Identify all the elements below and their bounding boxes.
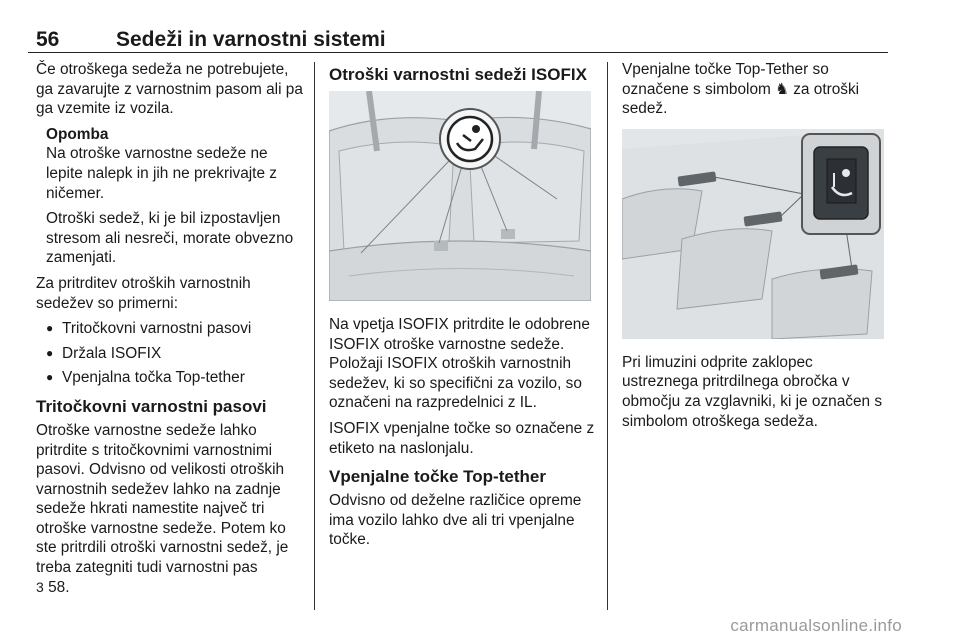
section-title-top-tether: Vpenjalne točke Top-tether xyxy=(329,467,546,487)
top-tether-paragraph: Odvisno od deželne različice opreme ima vozilo lahko dve ali tri vpenjalne točke. xyxy=(329,492,582,549)
column-3 xyxy=(622,60,890,437)
list-item: ● Držala ISOFIX xyxy=(46,344,304,364)
list-item: ● Tritočkovni varnostni pasovi xyxy=(46,319,304,339)
note-title: Opomba xyxy=(46,125,109,143)
page-reference-link[interactable]: 58. xyxy=(48,578,70,596)
list-intro: Za pritrditev otroških varnostnih sedežev so primerni: xyxy=(36,274,251,312)
page-title: Sedeži in varnostni sistemi xyxy=(116,28,386,51)
section-title-isofix: Otroški varnostni sedeži ISOFIX xyxy=(329,65,587,84)
page-number: 56 xyxy=(36,28,60,51)
note-text-1: Na otroške varnostne sedeže ne lepite nalepk in jih ne prekrivajte z ničemer. xyxy=(46,145,277,202)
intro-paragraph: Če otroškega sedeža ne potrebujete, ga zavarujte z varnostnim pasom ali pa ga vzemite iz vozila. xyxy=(36,61,303,118)
section-title-three-point-belts: Tritočkovni varnostni pasovi xyxy=(36,396,267,416)
sedan-instruction-paragraph: Pri limuzini odprite zaklopec ustreznega pritrdilnega obročka v območju za vzglavniki, ki je označen s simbolom otroškega sedeža. xyxy=(622,353,883,430)
section-paragraph xyxy=(36,421,304,597)
top-tether-drawing xyxy=(622,129,884,339)
column-1 xyxy=(36,60,304,603)
column-divider xyxy=(607,62,608,610)
symbol-text-before: Vpenjalne točke Top-Tether so označene s simbolom xyxy=(622,61,829,98)
isofix-illustration xyxy=(329,91,591,301)
top-tether-illustration xyxy=(622,129,884,339)
isofix-paragraph-2: ISOFIX vpenjalne točke so označene z etiketo na naslonjalu. xyxy=(329,419,595,457)
page-reference-arrow-icon: 3 xyxy=(36,578,44,595)
list-item: ● Vpenjalna točka Top-tether xyxy=(46,368,304,388)
symbol-text-after: za otroški sedež. xyxy=(622,80,860,118)
note-box xyxy=(46,125,304,268)
bullet-list xyxy=(36,319,304,388)
child-seat-symbol-icon: ♞ xyxy=(775,80,789,98)
column-2 xyxy=(329,60,597,556)
section-text: Otroške varnostne sedeže lahko pritrdite s tritočkovnimi varnostnimi pasovi. Odvisno od velikosti otroških varnostnih sedežev lahko na zadnje sedeže hkrati namestite največ tri otroške varnostne sedeže. Potem ko ste pritrdili otroški varnostni sedež, je treba zategniti tudi varnostni pas xyxy=(36,421,289,577)
isofix-seat-drawing xyxy=(329,91,591,301)
top-tether-symbol-paragraph xyxy=(622,60,890,119)
note-text-2: Otroški sedež, ki je bil izpostavljen stresom ali nesreči, morate obvezno zamenjati. xyxy=(46,210,294,267)
isofix-paragraph-1: Na vpetja ISOFIX pritrdite le odobrene ISOFIX otroške varnostne sedeže. Položaji ISOFIX otroških varnostnih sedežev, ki so specifični za vozilo, so označeni na razpredelnici z IL. xyxy=(329,316,590,412)
page-header xyxy=(28,26,888,53)
watermark: carmanualsonline.info xyxy=(730,616,902,635)
column-divider xyxy=(314,62,315,610)
